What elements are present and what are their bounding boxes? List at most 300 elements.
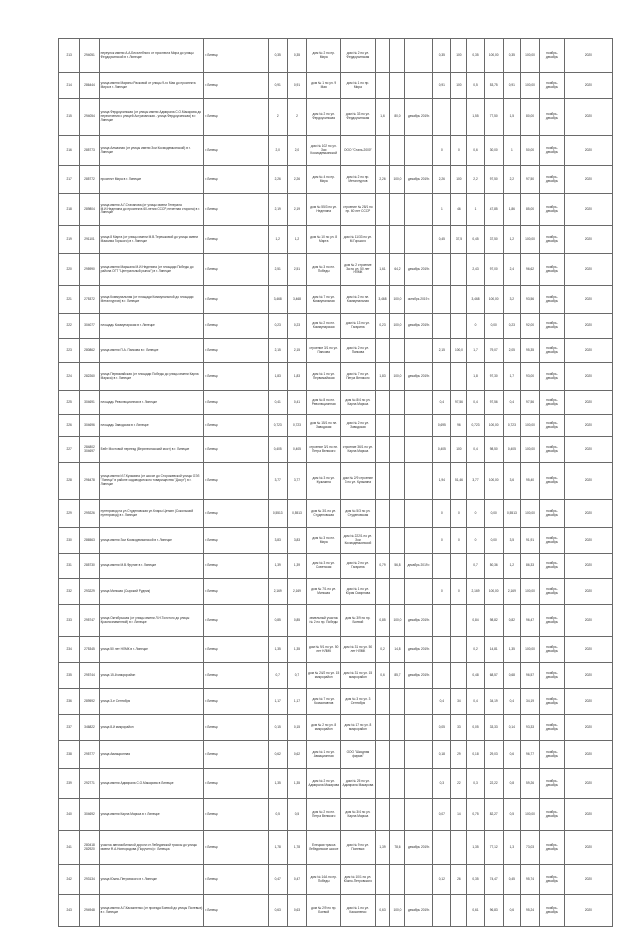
length-repair-cell: 2,15 (287, 339, 306, 363)
end-point-cell: дом № 11/33 по ул. М.Горького (341, 226, 375, 254)
prev-length-cell: 0 (433, 528, 451, 554)
row-code-cell: 275372 (80, 286, 99, 314)
length-repair-cell: 0,62 (287, 741, 306, 769)
done-date-cell (405, 39, 433, 73)
plan-length-cell: 0,35 (467, 865, 484, 895)
table-row (59, 254, 613, 286)
start-point-cell: дом № 3/1 по ул. Студеновская (307, 500, 341, 528)
prev-length-cell (433, 363, 451, 391)
done-length-cell: 0,23 (375, 314, 390, 339)
end-point-cell: дом № 13 по ул. Гагарина (341, 314, 375, 339)
locality-cell: г.Липецк (204, 73, 268, 99)
prev-length-cell (433, 99, 451, 136)
work-year-cell: 2020 (564, 637, 612, 663)
done-percent-cell (390, 226, 405, 254)
table-row (59, 194, 613, 226)
work-period-cell: ноябрь-декабрь (540, 136, 565, 166)
result-percent-cell: 95,35 (520, 339, 539, 363)
start-point-cell: дом № 2/9 по пр. Боевой (307, 895, 341, 927)
prev-length-cell: 0,07 (433, 799, 451, 831)
end-point-cell: дом № 2 по ул. Гагарина (341, 554, 375, 579)
locality-cell: г.Липецк (204, 391, 268, 415)
length-total-cell: 0,723 (268, 415, 287, 437)
prev-percent-cell: 22 (451, 769, 467, 799)
done-date-cell: декабрь 2019г. (405, 314, 433, 339)
plan-length-cell: 0,2 (467, 637, 484, 663)
done-percent-cell (390, 528, 405, 554)
work-year-cell: 2020 (564, 99, 612, 136)
locality-cell: г.Липецк (204, 136, 268, 166)
locality-cell: г.Липецк (204, 579, 268, 605)
end-point-cell: дом № 2 строение 3а по ул. 50 лет НЛМК (341, 254, 375, 286)
plan-percent-cell: 79,07 (484, 339, 503, 363)
prev-length-cell: 0 (433, 136, 451, 166)
table-row (59, 689, 613, 715)
plan-length-cell: 0,45 (467, 226, 484, 254)
prev-percent-cell: 97,56 (451, 391, 467, 415)
result-length-cell: 1,7 (503, 363, 520, 391)
road-name-cell: улица Минская (Сырский Рудник) (99, 579, 204, 605)
prev-length-cell: 0,4 (433, 391, 451, 415)
work-year-cell: 2020 (564, 286, 612, 314)
result-length-cell: 1 (503, 136, 520, 166)
length-total-cell: 1,39 (268, 554, 287, 579)
done-date-cell (405, 391, 433, 415)
prev-length-cell: 0 (433, 500, 451, 528)
road-name-cell: улица имени Маршала М.И.Неделина (от площади Победы до района ОГТ "Центральный рынок") в г. Липецке (99, 254, 204, 286)
row-code-cell: 285772 (80, 166, 99, 194)
row-number-cell: 241 (59, 831, 80, 865)
done-percent-cell: 80,0 (390, 99, 405, 136)
row-number-cell: 213 (59, 39, 80, 73)
row-number-cell: 224 (59, 363, 80, 391)
result-percent-cell: 96,47 (520, 605, 539, 637)
work-period-cell: ноябрь-декабрь (540, 339, 565, 363)
work-period-cell: ноябрь-декабрь (540, 895, 565, 927)
length-total-cell: 3,83 (268, 528, 287, 554)
work-year-cell: 2020 (564, 314, 612, 339)
table-row (59, 799, 613, 831)
work-period-cell: ноябрь-декабрь (540, 463, 565, 500)
plan-length-cell: 0 (467, 500, 484, 528)
row-code-cell: 296478 (80, 463, 99, 500)
work-period-cell: ноябрь-декабрь (540, 799, 565, 831)
locality-cell: г.Липецк (204, 554, 268, 579)
end-point-cell: дом № 31 по ул. 50 лет НЛМК (341, 637, 375, 663)
plan-percent-cell: 97,50 (484, 166, 503, 194)
row-number-cell: 243 (59, 895, 80, 927)
work-period-cell: ноябрь-декабрь (540, 99, 565, 136)
length-repair-cell: 0,47 (287, 865, 306, 895)
locality-cell: г.Липецк (204, 865, 268, 895)
end-point-cell: дом № 2 по ул. Папкова (341, 339, 375, 363)
length-total-cell: 0,35 (268, 39, 287, 73)
plan-percent-cell: 33,33 (484, 715, 503, 741)
length-repair-cell: 0,5513 (287, 500, 306, 528)
result-percent-cell: 80,00 (520, 99, 539, 136)
plan-percent-cell: 98,82 (484, 605, 503, 637)
row-number-cell: 239 (59, 769, 80, 799)
work-year-cell: 2020 (564, 689, 612, 715)
locality-cell: г.Липецк (204, 663, 268, 689)
prev-length-cell (433, 314, 451, 339)
length-repair-cell: 1,35 (287, 769, 306, 799)
end-point-cell: дом № 1 по ул. Касьяненко (341, 895, 375, 927)
row-number-cell: 238 (59, 741, 80, 769)
result-length-cell: 0,4 (503, 391, 520, 415)
done-percent-cell: 100,0 (390, 895, 405, 927)
prev-length-cell: 0,405 (433, 437, 451, 463)
plan-length-cell: 0,84 (467, 605, 484, 637)
length-total-cell: 2 (268, 99, 287, 136)
length-total-cell: 0,15 (268, 715, 287, 741)
work-year-cell: 2020 (564, 895, 612, 927)
result-length-cell: 3,5 (503, 528, 520, 554)
work-year-cell: 2020 (564, 663, 612, 689)
row-code-cell: 304696 (80, 415, 99, 437)
done-date-cell: декабрь 2019г. (405, 663, 433, 689)
start-point-cell: дом № 3 по ул. Советская (307, 554, 341, 579)
prev-percent-cell: 0 (451, 528, 467, 554)
plan-percent-cell: 37,50 (484, 226, 503, 254)
table-row (59, 715, 613, 741)
plan-length-cell: 2,2 (467, 166, 484, 194)
start-point-cell: земельный участок № 2 по пр. Победы (307, 605, 341, 637)
start-point-cell: Елецкая трасса Лебедянское шоссе (307, 831, 341, 865)
result-percent-cell: 34,19 (520, 689, 539, 715)
result-length-cell: 0,405 (503, 437, 520, 463)
length-repair-cell: 0,85 (287, 605, 306, 637)
done-date-cell: декабрь 2019г. (405, 166, 433, 194)
done-date-cell: декабрь 2019 г. (405, 554, 433, 579)
done-percent-cell (390, 73, 405, 99)
result-percent-cell: 93,56 (520, 286, 539, 314)
row-code-cell: 286444 (80, 73, 99, 99)
row-code-cell: 284802 304697 (80, 437, 99, 463)
locality-cell: г.Липецк (204, 194, 268, 226)
table-row (59, 579, 613, 605)
done-percent-cell (390, 715, 405, 741)
road-name-cell: улица имени М.В.Фрунзе в г. Липецке (99, 554, 204, 579)
done-date-cell (405, 741, 433, 769)
done-percent-cell: 78,6 (390, 831, 405, 865)
table-row (59, 605, 613, 637)
length-total-cell: 0,23 (268, 314, 287, 339)
row-code-cell: 294054 (80, 99, 99, 136)
end-point-cell: дом № 222/1 по ул. Зои Космодемьянской (341, 528, 375, 554)
result-length-cell: 0,14 (503, 715, 520, 741)
result-percent-cell: 95,74 (520, 865, 539, 895)
locality-cell: г.Липецк (204, 895, 268, 927)
plan-percent-cell: 47,85 (484, 194, 503, 226)
plan-length-cell: 3,468 (467, 286, 484, 314)
row-code-cell: 289804 (80, 194, 99, 226)
work-year-cell: 2020 (564, 166, 612, 194)
start-point-cell: дом № 8 по пл. Революционная (307, 391, 341, 415)
length-repair-cell: 1,83 (287, 363, 306, 391)
work-year-cell: 2020 (564, 136, 612, 166)
plan-percent-cell: 0,00 (484, 314, 503, 339)
done-length-cell (375, 194, 390, 226)
prev-percent-cell: 33 (451, 715, 467, 741)
prev-length-cell (433, 605, 451, 637)
done-date-cell (405, 715, 433, 741)
plan-length-cell: 3,77 (467, 463, 484, 500)
road-name-cell: улица 8 Марта (от улицы имени М.В.Терешковой до улицы имени Максима Горького) в г. Липецке (99, 226, 204, 254)
table-row (59, 831, 613, 865)
end-point-cell: дом № 3/9 по пр. Боевой (341, 605, 375, 637)
prev-length-cell: 1,94 (433, 463, 451, 500)
prev-percent-cell (451, 831, 467, 865)
plan-percent-cell: 97,00 (484, 254, 503, 286)
locality-cell: г.Липецк (204, 528, 268, 554)
plan-length-cell: 0,61 (467, 895, 484, 927)
done-percent-cell: 56,8 (390, 554, 405, 579)
plan-percent-cell: 22,22 (484, 769, 503, 799)
road-name-cell: улица Алмазная (от улицы имени Зои Космодемьянской) в г. Липецке (99, 136, 204, 166)
plan-percent-cell: 34,19 (484, 689, 503, 715)
prev-length-cell: 2,15 (433, 339, 451, 363)
prev-percent-cell (451, 286, 467, 314)
table-row (59, 314, 613, 339)
plan-length-cell: 1,55 (467, 99, 484, 136)
result-length-cell: 3,2 (503, 286, 520, 314)
row-code-cell: 275345 (80, 637, 99, 663)
result-percent-cell: 92,00 (520, 314, 539, 339)
plan-percent-cell: 96,83 (484, 895, 503, 927)
prev-length-cell: 0,35 (433, 39, 451, 73)
work-period-cell: ноябрь-декабрь (540, 554, 565, 579)
row-number-cell: 240 (59, 799, 80, 831)
prev-percent-cell (451, 605, 467, 637)
plan-percent-cell: 50,36 (484, 554, 503, 579)
done-length-cell: 1,61 (375, 254, 390, 286)
length-repair-cell: 0,91 (287, 73, 306, 99)
plan-length-cell: 0 (467, 314, 484, 339)
work-period-cell: ноябрь-декабрь (540, 689, 565, 715)
row-number-cell: 215 (59, 99, 80, 136)
done-length-cell (375, 741, 390, 769)
length-repair-cell: 2,19 (287, 194, 306, 226)
result-length-cell: 2,169 (503, 579, 520, 605)
length-repair-cell: 0,35 (287, 39, 306, 73)
row-code-cell: 295990 (80, 254, 99, 286)
length-repair-cell: 0,41 (287, 391, 306, 415)
row-number-cell: 234 (59, 637, 80, 663)
plan-length-cell: 0 (467, 528, 484, 554)
road-name-cell: проспект Мира в г. Липецке (99, 166, 204, 194)
done-date-cell: декабрь 2019г. (405, 831, 433, 865)
work-year-cell: 2020 (564, 339, 612, 363)
road-name-cell: переулок имени А.А.Бесхлебного от проспекта Мира до улицы Фердоусинской в г. Липецке (99, 39, 204, 73)
done-date-cell (405, 194, 433, 226)
plan-length-cell: 1,8 (467, 363, 484, 391)
done-length-cell: 1,6 (375, 99, 390, 136)
start-point-cell: дом № 2 по ул. Фердоусинская (307, 99, 341, 136)
prev-percent-cell (451, 254, 467, 286)
done-length-cell (375, 528, 390, 554)
result-length-cell: 0,68 (503, 663, 520, 689)
result-length-cell: 2,2 (503, 166, 520, 194)
done-percent-cell (390, 799, 405, 831)
road-name-cell: улица 3-е Сентября (99, 689, 204, 715)
result-length-cell: 0,6 (503, 895, 520, 927)
length-total-cell: 0,7 (268, 663, 287, 689)
work-period-cell: ноябрь-декабрь (540, 437, 565, 463)
locality-cell: г.Липецк (204, 226, 268, 254)
work-year-cell: 2020 (564, 415, 612, 437)
result-percent-cell: 96,62 (520, 254, 539, 286)
table-row (59, 99, 613, 136)
plan-length-cell: 0,4 (467, 689, 484, 715)
result-length-cell: 1,35 (503, 637, 520, 663)
length-total-cell: 0,5 (268, 799, 287, 831)
start-point-cell: дом № 3 по ул. Кузьмина (307, 463, 341, 500)
work-year-cell: 2020 (564, 391, 612, 415)
prev-percent-cell: 14 (451, 799, 467, 831)
done-percent-cell (390, 437, 405, 463)
start-point-cell: дом № 7 по ул. Космонавтов (307, 689, 341, 715)
length-total-cell: 2,169 (268, 579, 287, 605)
result-percent-cell: 97,56 (520, 391, 539, 415)
done-length-cell: 0,6 (375, 663, 390, 689)
result-length-cell: 0,8 (503, 769, 520, 799)
table-row (59, 136, 613, 166)
length-total-cell: 3,77 (268, 463, 287, 500)
row-number-cell: 236 (59, 689, 80, 715)
result-percent-cell: 96,57 (520, 663, 539, 689)
road-name-cell: улица Авиационная (99, 741, 204, 769)
prev-percent-cell (451, 314, 467, 339)
plan-length-cell: 0,6 (467, 136, 484, 166)
length-repair-cell: 2,169 (287, 579, 306, 605)
work-period-cell: ноябрь-декабрь (540, 391, 565, 415)
done-percent-cell (390, 339, 405, 363)
result-percent-cell: 100,00 (520, 500, 539, 528)
prev-percent-cell: 0 (451, 136, 467, 166)
result-length-cell: 0,723 (503, 415, 520, 437)
done-length-cell (375, 226, 390, 254)
done-date-cell: декабрь 2019г. (405, 254, 433, 286)
row-code-cell: 293229 (80, 579, 99, 605)
row-number-cell: 216 (59, 136, 80, 166)
start-point-cell: дом № 4 по пр. Мира (307, 166, 341, 194)
done-percent-cell: 100,0 (390, 605, 405, 637)
locality-cell: г.Липецк (204, 463, 268, 500)
locality-cell: г.Липецк (204, 689, 268, 715)
prev-length-cell: 0,12 (433, 865, 451, 895)
result-length-cell: 0,91 (503, 73, 520, 99)
result-length-cell: 0,6 (503, 741, 520, 769)
locality-cell: г.Липецк (204, 286, 268, 314)
done-date-cell (405, 463, 433, 500)
locality-cell: г.Липецк (204, 437, 268, 463)
done-length-cell: 1,39 (375, 831, 390, 865)
done-length-cell (375, 136, 390, 166)
table-row (59, 865, 613, 895)
start-point-cell: дом № 2 по пр. Мира (307, 39, 341, 73)
prev-length-cell: 0,45 (433, 226, 451, 254)
plan-length-cell: 0,3 (467, 769, 484, 799)
plan-percent-cell: 97,30 (484, 363, 503, 391)
work-year-cell: 2020 (564, 463, 612, 500)
done-percent-cell: 100,0 (390, 286, 405, 314)
locality-cell: г.Липецк (204, 314, 268, 339)
length-repair-cell: 1,17 (287, 689, 306, 715)
work-year-cell: 2020 (564, 73, 612, 99)
length-total-cell: 1,78 (268, 831, 287, 865)
done-percent-cell (390, 741, 405, 769)
table-row (59, 166, 613, 194)
work-period-cell: ноябрь-декабрь (540, 194, 565, 226)
start-point-cell: дом № 55/3 по ул. Неделина (307, 194, 341, 226)
plan-percent-cell: 97,56 (484, 391, 503, 415)
plan-percent-cell: 98,50 (484, 437, 503, 463)
length-repair-cell: 0,63 (287, 895, 306, 927)
row-code-cell: 280418 282920 (80, 831, 99, 865)
start-point-cell: дом № 1 по ул. Первомайская (307, 363, 341, 391)
result-percent-cell: 100,00 (520, 437, 539, 463)
done-length-cell (375, 500, 390, 528)
table-row (59, 895, 613, 927)
result-length-cell: 0,35 (503, 39, 520, 73)
start-point-cell: дом № 7 по ул. Коммунальная (307, 286, 341, 314)
row-code-cell: 304077 (80, 314, 99, 339)
length-repair-cell: 1,35 (287, 637, 306, 663)
done-percent-cell: 100,0 (390, 363, 405, 391)
locality-cell: г.Липецк (204, 799, 268, 831)
plan-percent-cell: 74,47 (484, 865, 503, 895)
row-number-cell: 218 (59, 194, 80, 226)
locality-cell: г.Липецк (204, 39, 268, 73)
length-repair-cell: 0,15 (287, 715, 306, 741)
plan-percent-cell: 77,12 (484, 831, 503, 865)
row-code-cell: 289592 (80, 689, 99, 715)
road-name-cell: путепровод на ул.Студеновская ул.Клары Цеткин (Сокольский путепровод) в г. Липецке (99, 500, 204, 528)
start-point-cell: дом № 1 по ул. Авиационная (307, 741, 341, 769)
row-code-cell: 292771 (80, 769, 99, 799)
work-period-cell: ноябрь-декабрь (540, 314, 565, 339)
prev-length-cell (433, 254, 451, 286)
prev-length-cell (433, 663, 451, 689)
end-point-cell: дом № 9 по ул. Полевых (341, 831, 375, 865)
road-name-cell: улица Фердоусинская (от улицы имени Адмирала С.О.Макарова до пересечения с улицей Астраханская - улица Фердоусинская) в г. Липецке (99, 99, 204, 136)
result-length-cell: 0,23 (503, 314, 520, 339)
length-total-cell: 3,468 (268, 286, 287, 314)
done-date-cell (405, 339, 433, 363)
prev-percent-cell: 0 (451, 500, 467, 528)
road-name-cell: улица 50 лет НЛМК в г. Липецке (99, 637, 204, 663)
done-length-cell (375, 339, 390, 363)
prev-percent-cell: 100 (451, 166, 467, 194)
done-length-cell: 3,468 (375, 286, 390, 314)
table-row (59, 528, 613, 554)
row-code-cell: 293134 (80, 865, 99, 895)
row-number-cell: 232 (59, 579, 80, 605)
work-year-cell: 2020 (564, 39, 612, 73)
table-row (59, 73, 613, 99)
work-year-cell: 2020 (564, 226, 612, 254)
done-percent-cell (390, 415, 405, 437)
table-row (59, 637, 613, 663)
work-period-cell: ноябрь-декабрь (540, 831, 565, 865)
done-date-cell: декабрь 2019г. (405, 895, 433, 927)
road-name-cell: улица Коммунальная (от площади Коммунальной до площади Металлургов) в г. Липецке (99, 286, 204, 314)
prev-percent-cell: 26 (451, 865, 467, 895)
prev-length-cell (433, 637, 451, 663)
plan-percent-cell: 77,50 (484, 99, 503, 136)
done-percent-cell (390, 391, 405, 415)
